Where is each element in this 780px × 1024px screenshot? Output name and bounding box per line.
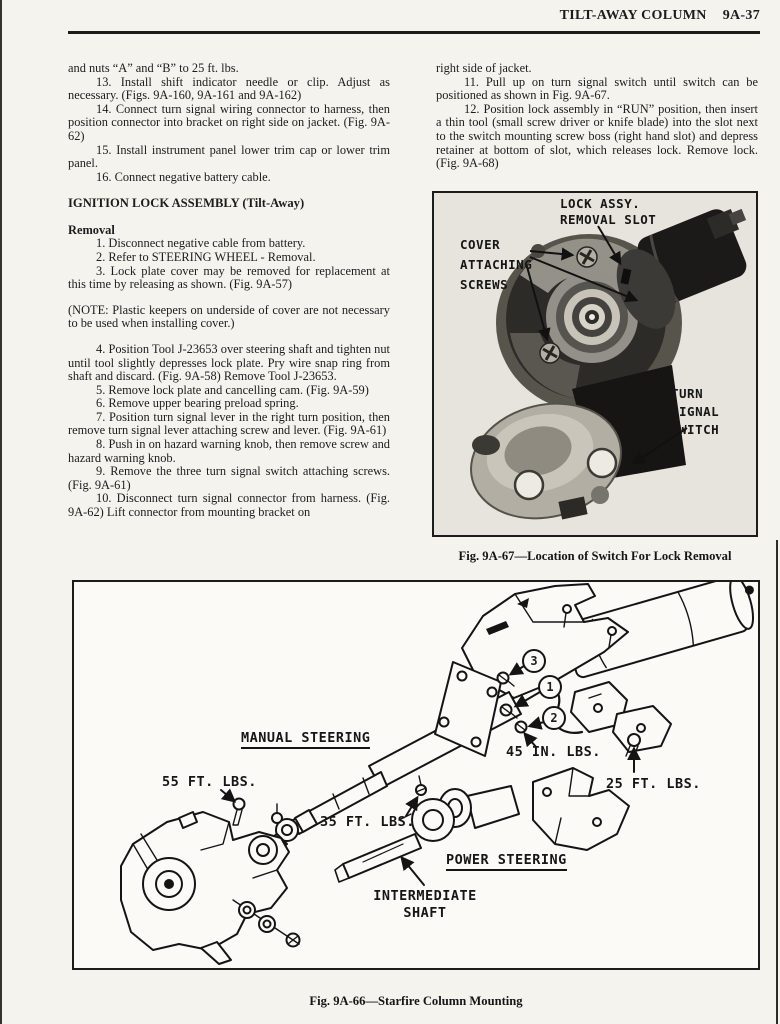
- steering-gear: [121, 812, 300, 964]
- label-shaft: SHAFT: [403, 905, 447, 921]
- paragraph: 8. Push in on hazard warning knob, then remove screw and hazard warning knob.: [68, 437, 390, 465]
- callout-1: 1: [538, 675, 562, 699]
- label-55-ft-lbs: 55 FT. LBS.: [162, 774, 257, 790]
- paragraph: 10. Disconnect turn signal connector from harness. (Fig. 9A-62) Lift connector from mounting bracket on: [68, 491, 390, 520]
- figure-9a67-caption: Fig. 9A-67—Location of Switch For Lock Removal: [458, 549, 732, 563]
- label-switch: SWITCH: [671, 422, 720, 437]
- label-cover: COVER: [460, 237, 501, 252]
- cover-screw: [540, 343, 560, 363]
- label-25-ft-lbs: 25 FT. LBS.: [606, 776, 701, 792]
- scan-edge-right: [776, 540, 778, 1024]
- intermediate-shaft-ujoint: [399, 776, 519, 841]
- figure-9a66-caption: Fig. 9A-66—Starfire Column Mounting: [309, 994, 523, 1008]
- left-column: [68, 62, 390, 520]
- label-45-in-lbs: 45 IN. LBS.: [506, 744, 601, 760]
- paragraph: 7. Position turn signal lever in the right turn position, then remove turn signal lever attaching screw and lever. (Fig. 9A-61): [68, 409, 390, 438]
- paragraph: 13. Install shift indicator needle or clip. Adjust as necessary. (Figs. 9A-160, 9A-161 and 9A-162): [68, 74, 390, 103]
- paragraph: 3. Lock plate cover may be removed for replacement at this time by releasing as shown. (Fig. 9A-57): [68, 263, 390, 292]
- paragraph: 5. Remove lock plate and cancelling cam. (Fig. 9A-59): [96, 382, 369, 397]
- label-signal: SIGNAL: [671, 404, 720, 419]
- label-screws: SCREWS: [460, 277, 509, 292]
- label-power-steering: POWER STEERING: [446, 852, 567, 871]
- paragraph: 11. Pull up on turn signal switch until switch can be positioned as shown in Fig. 9A-67.: [436, 74, 758, 103]
- paragraph: 4. Position Tool J-23653 over steering shaft and tighten nut until tool slightly depresses lock plate. Pry wire snap ring from shaft and discard. (Fig. 9A-58) Remove Tool J-23653.: [68, 341, 390, 384]
- figure-9a66: [72, 580, 760, 970]
- paragraph: 14. Connect turn signal wiring connector to harness, then position connector into bracket on right side on jacket. (Fig. 9A-62): [68, 101, 390, 143]
- label-lock-assy: LOCK ASSY.: [560, 196, 641, 211]
- paragraph: 9. Remove the three turn signal switch attaching screws. (Fig. 9A-61): [68, 464, 390, 492]
- paragraph: 12. Position lock assembly in “RUN” position, then insert a thin tool (small screw driver or knife blade) into the slot next to the switch mounting screw boss (right hand slot) and depress retainer at bottom of slot, which releases lock. Remove lock. (Fig. 9A-68): [436, 101, 758, 171]
- scan-edge-left: [0, 0, 2, 1024]
- paragraph: right side of jacket.: [436, 61, 532, 75]
- page-number: 9A-37: [722, 8, 760, 23]
- torque-bolt-55: [233, 799, 245, 826]
- paragraph: 2. Refer to STEERING WHEEL - Removal.: [96, 249, 316, 264]
- note-paragraph: (NOTE: Plastic keepers on underside of cover are not necessary to be used when installing cover.): [68, 302, 390, 331]
- label-attaching: ATTACHING: [460, 257, 533, 272]
- callout-3: 3: [522, 649, 546, 673]
- callout-2: 2: [542, 706, 566, 730]
- paragraph: and nuts “A” and “B” to 25 ft. lbs.: [68, 61, 239, 75]
- page-header: [68, 8, 760, 24]
- section-heading: IGNITION LOCK ASSEMBLY (Tilt-Away): [68, 196, 305, 211]
- label-35-ft-lbs: 35 FT. LBS.: [320, 814, 415, 830]
- label-manual-steering: MANUAL STEERING: [241, 730, 370, 749]
- paragraph: 15. Install instrument panel lower trim cap or lower trim panel.: [68, 142, 390, 171]
- paragraph: 16. Connect negative battery cable.: [96, 169, 271, 184]
- label-removal-slot: REMOVAL SLOT: [560, 212, 657, 227]
- figure-9a67: [432, 191, 758, 537]
- paragraph: 1. Disconnect negative cable from battery.: [96, 236, 306, 251]
- right-column: [436, 62, 758, 171]
- paragraph: 6. Remove upper bearing preload spring.: [96, 396, 299, 411]
- header-rule: [68, 31, 760, 34]
- label-intermediate: INTERMEDIATE: [373, 888, 477, 904]
- section-title: TILT-AWAY COLUMN: [559, 8, 707, 23]
- intermediate-shaft: [335, 834, 421, 882]
- cover-screw: [577, 247, 597, 267]
- subsection-heading: Removal: [68, 223, 115, 238]
- label-turn: TURN: [671, 386, 704, 401]
